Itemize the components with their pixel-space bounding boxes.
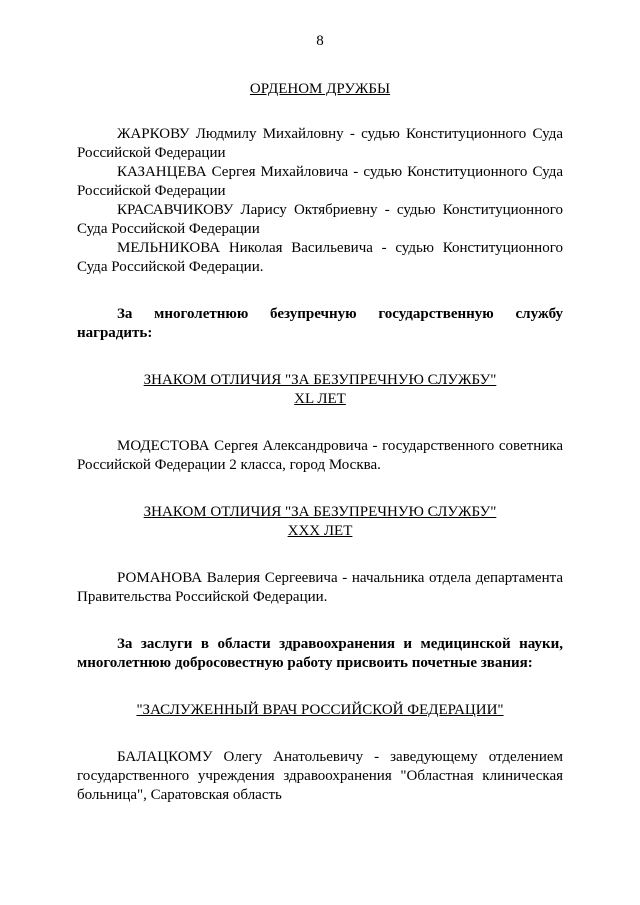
entry-zharkova: ЖАРКОВУ Людмилу Михайловну - судью Конституционного Суда Российской Федерации	[77, 126, 563, 161]
document-body	[77, 80, 563, 805]
heading-order-friendship: ОРДЕНОМ ДРУЖБЫ	[249, 81, 391, 97]
heading-honored-doctor: "ЗАСЛУЖЕННЫЙ ВРАЧ РОССИЙСКОЙ ФЕДЕРАЦИИ"	[136, 702, 504, 718]
entry-romanov: РОМАНОВА Валерия Сергеевича - начальника отдела департамента Правительства Российской Федерации.	[77, 570, 563, 605]
honorary-intro: За заслуги в области здравоохранения и медицинской науки, многолетнюю добросовестную работу присвоить почетные звания:	[77, 636, 563, 671]
entry-melnikov: МЕЛЬНИКОВА Николая Васильевича - судью Конституционного Суда Российской Федерации.	[77, 240, 563, 275]
entry-modestov: МОДЕСТОВА Сергея Александровича - государственного советника Российской Федерации 2 класса, город Москва.	[77, 438, 563, 473]
page-number: 8	[316, 33, 324, 49]
entry-krasavchikova: КРАСАВЧИКОВУ Ларису Октябриевну - судью Конституционного Суда Российской Федерации	[77, 202, 563, 237]
heading-badge-40-line2: XL ЛЕТ	[294, 391, 346, 407]
award-intro: За многолетнюю безупречную государственную службу наградить:	[77, 306, 563, 341]
heading-badge-30-line1: ЗНАКОМ ОТЛИЧИЯ "ЗА БЕЗУПРЕЧНУЮ СЛУЖБУ"	[143, 504, 497, 520]
heading-badge-30-line2: XXX ЛЕТ	[287, 523, 353, 539]
heading-badge-40-line1: ЗНАКОМ ОТЛИЧИЯ "ЗА БЕЗУПРЕЧНУЮ СЛУЖБУ"	[143, 372, 497, 388]
entry-balatsky: БАЛАЦКОМУ Олегу Анатольевичу - заведующему отделением государственного учреждения здравоохранения "Областная клиническая больница", Саратовская область	[77, 749, 563, 803]
entry-kazantsev: КАЗАНЦЕВА Сергея Михайловича - судью Конституционного Суда Российской Федерации	[77, 164, 563, 199]
